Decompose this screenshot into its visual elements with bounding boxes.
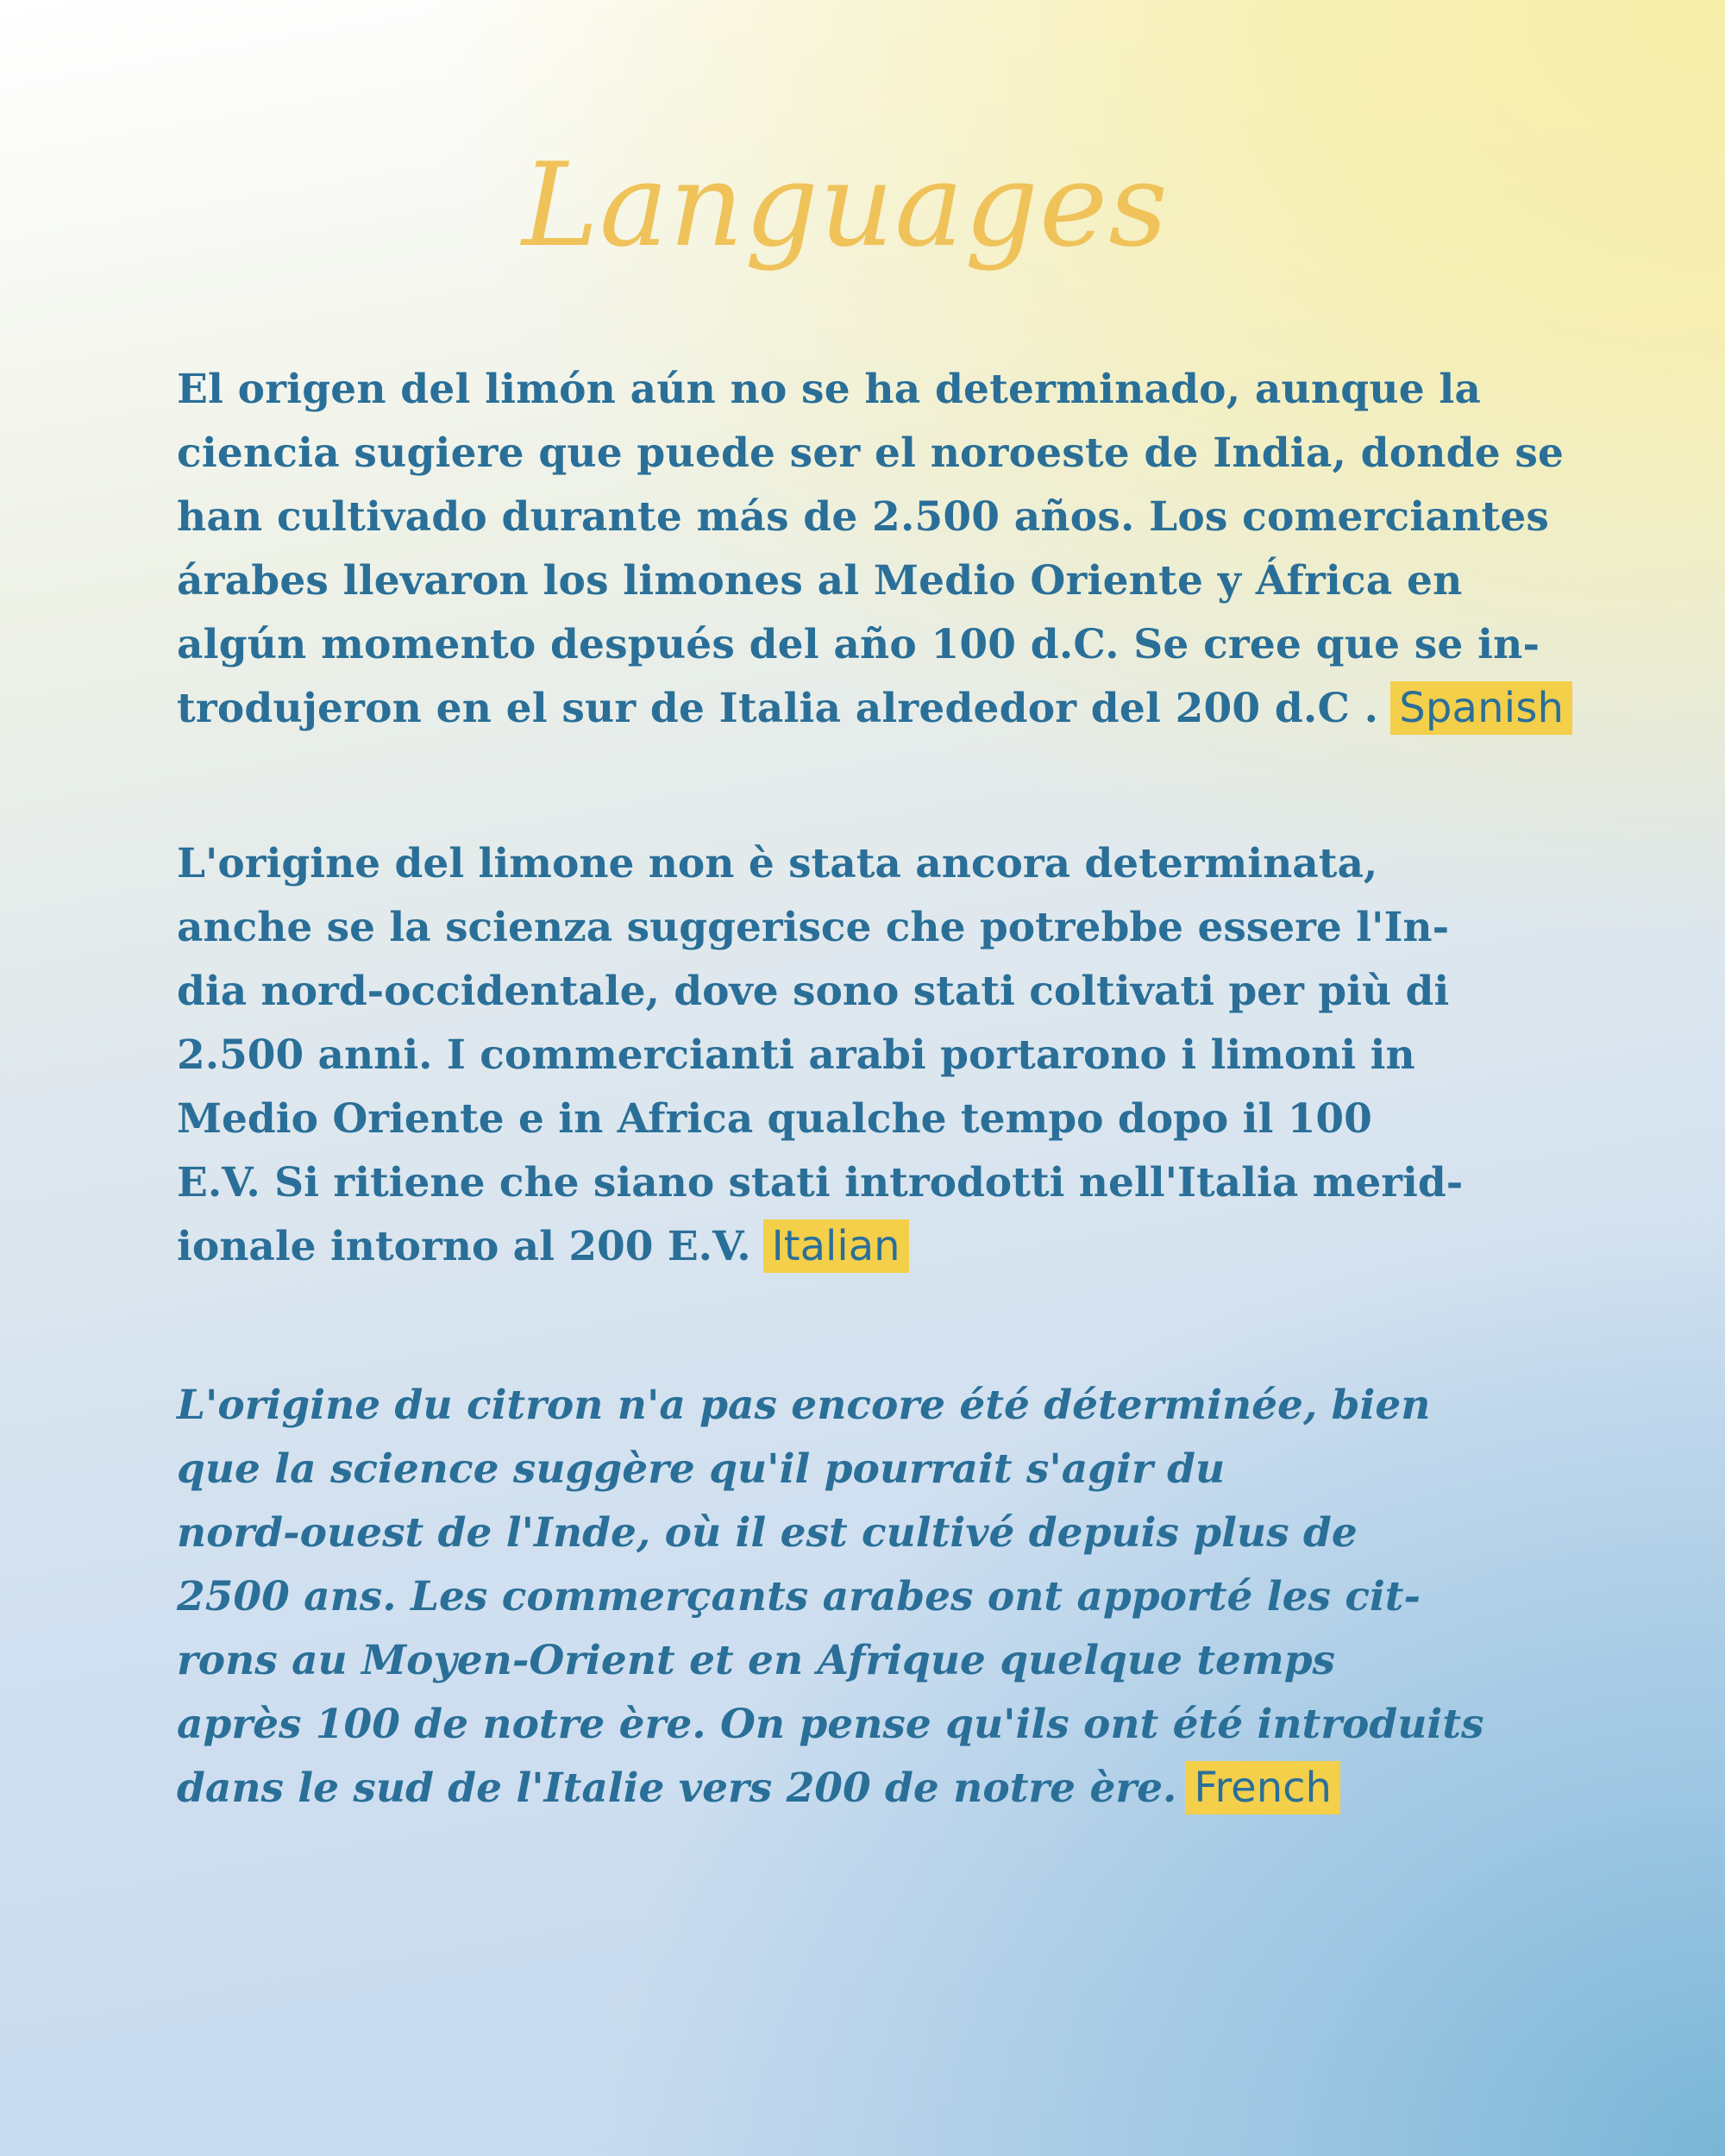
language-label-italian: Italian [763, 1219, 909, 1273]
paragraph-line: dans le sud de l'Italie vers 200 de notre ère. [177, 1764, 1177, 1812]
paragraph-line: anche se la scienza suggerisce che potrebbe essere l'In- [177, 904, 1450, 951]
page-title: Languages [522, 138, 1169, 273]
paragraph-line: L'origine du citron n'a pas encore été déterminée, bien [177, 1382, 1431, 1429]
french-paragraph [177, 1374, 1565, 1821]
italian-paragraph [177, 832, 1565, 1279]
paragraph-line: ionale intorno al 200 E.V. [177, 1223, 751, 1270]
paragraph-line: Medio Oriente e in Africa qualche tempo dopo il 100 [177, 1095, 1372, 1143]
paragraph-line: rons au Moyen-Orient et en Afrique quelque temps [177, 1637, 1336, 1684]
paragraph-line: trodujeron en el sur de Italia alrededor del 200 d.C . [177, 685, 1379, 732]
paragraph-last-line [177, 677, 1565, 741]
paragraph-line: El origen del limón aún no se ha determinado, aunque la [177, 366, 1482, 413]
paragraph-line: L'origine del limone non è stata ancora determinata, [177, 840, 1378, 887]
paragraph-line: árabes llevaron los limones al Medio Oriente y África en [177, 557, 1463, 605]
paragraph-last-line [177, 1757, 1565, 1821]
paragraph-line: dia nord-occidentale, dove sono stati coltivati per più di [177, 968, 1450, 1015]
paragraph-line: han cultivado durante más de 2.500 años. Los comerciantes [177, 493, 1550, 541]
paragraph-line: nord-ouest de l'Inde, où il est cultivé depuis plus de [177, 1509, 1358, 1557]
language-label-french: French [1185, 1761, 1340, 1814]
language-label-spanish: Spanish [1390, 681, 1572, 735]
paragraph-line: que la science suggère qu'il pourrait s'agir du [177, 1445, 1226, 1493]
paragraph-line: E.V. Si ritiene che siano stati introdotti nell'Italia merid- [177, 1159, 1464, 1206]
paragraph-line: après 100 de notre ère. On pense qu'ils ont été introduits [177, 1701, 1484, 1748]
paragraph-line: algún momento después del año 100 d.C. Se cree que se in- [177, 621, 1540, 668]
paragraph-last-line [177, 1215, 1565, 1279]
paragraph-line: 2500 ans. Les commerçants arabes ont apporté les cit- [177, 1573, 1421, 1620]
spanish-paragraph [177, 358, 1565, 741]
paragraph-line: ciencia sugiere que puede ser el noroeste de India, donde se [177, 429, 1565, 477]
paragraph-line: 2.500 anni. I commercianti arabi portarono i limoni in [177, 1031, 1415, 1079]
